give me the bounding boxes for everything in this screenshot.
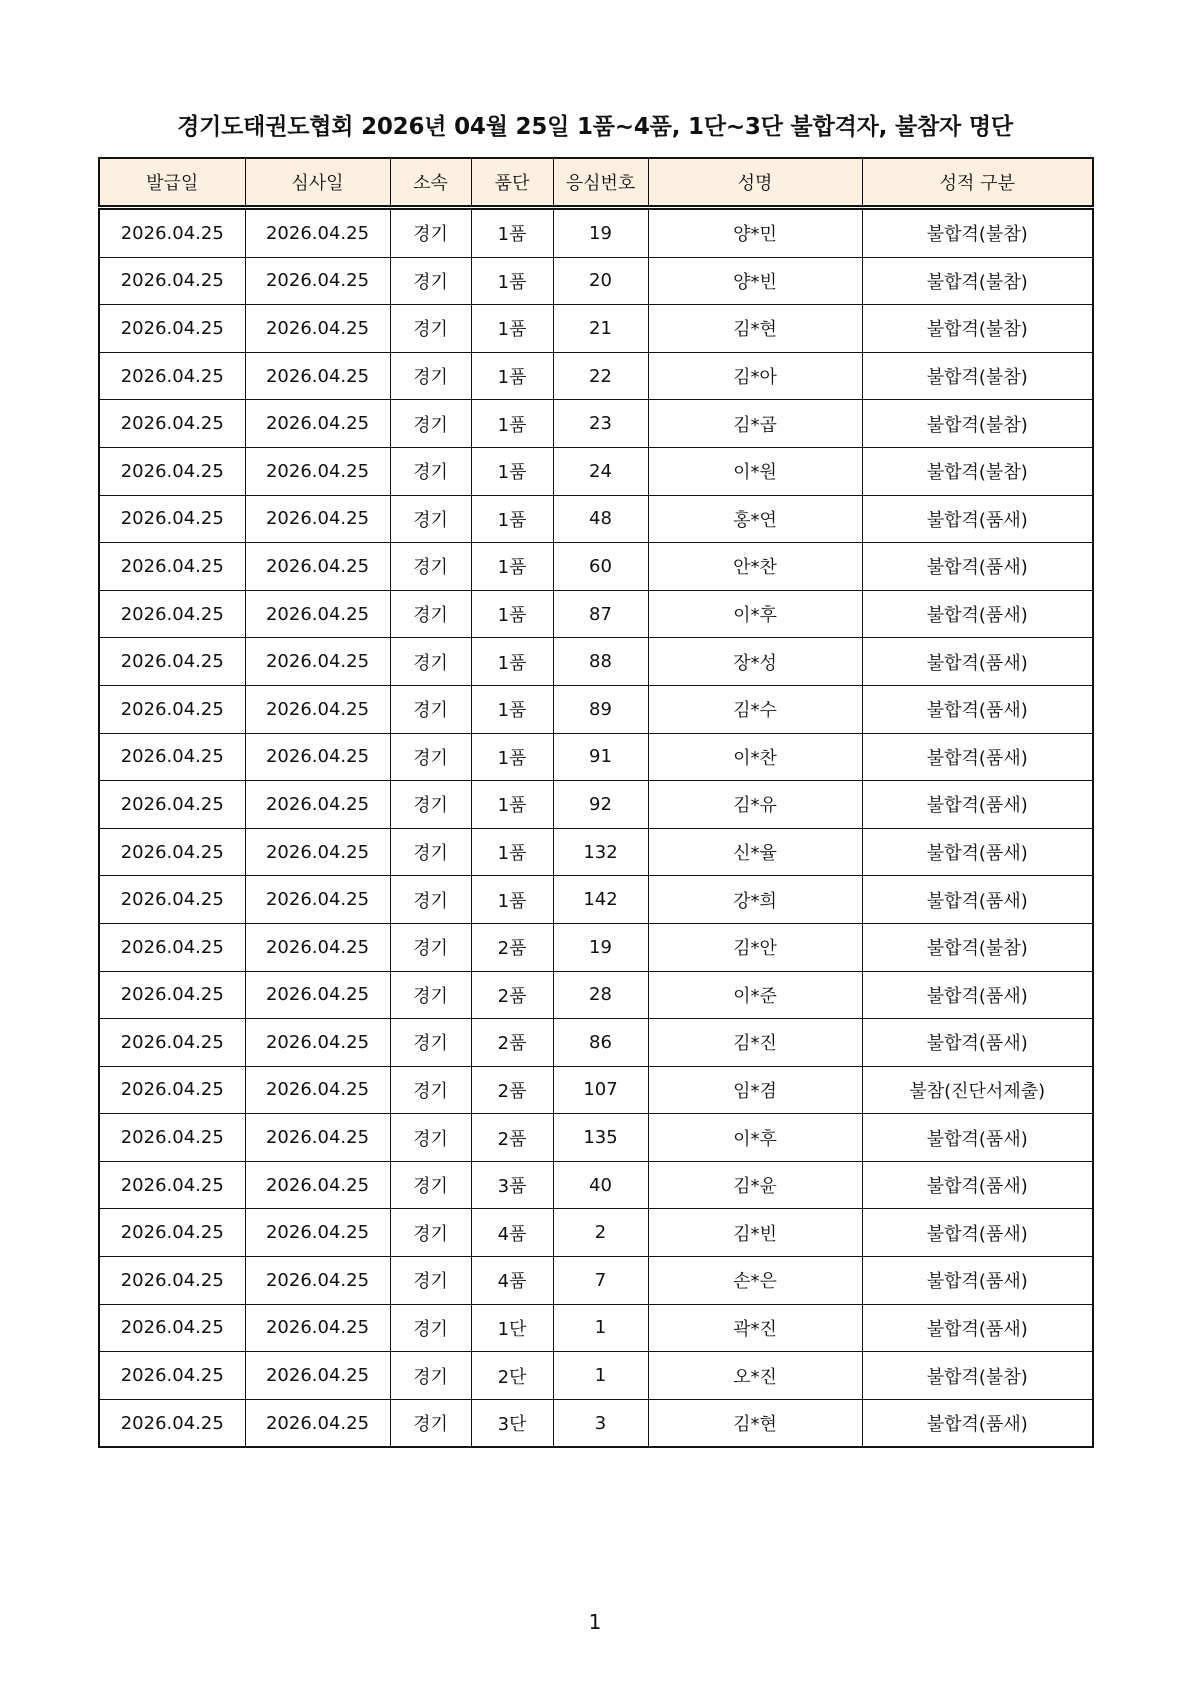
cell-name: 양*빈	[648, 257, 862, 305]
cell-rank: 2품	[471, 971, 553, 1019]
cell-affiliation: 경기	[390, 400, 471, 448]
cell-exam-number: 87	[553, 590, 648, 638]
cell-exam-number: 3	[553, 1399, 648, 1447]
cell-rank: 1품	[471, 257, 553, 305]
cell-exam-date: 2026.04.25	[245, 208, 390, 258]
cell-rank: 1품	[471, 208, 553, 258]
cell-issue-date: 2026.04.25	[99, 208, 245, 258]
cell-rank: 1품	[471, 638, 553, 686]
cell-exam-number: 48	[553, 495, 648, 543]
cell-affiliation: 경기	[390, 1019, 471, 1067]
column-header-rank: 품단	[471, 158, 553, 208]
cell-exam-number: 88	[553, 638, 648, 686]
table-row	[99, 447, 1093, 495]
cell-affiliation: 경기	[390, 1399, 471, 1447]
cell-exam-date: 2026.04.25	[245, 352, 390, 400]
cell-issue-date: 2026.04.25	[99, 1352, 245, 1400]
cell-affiliation: 경기	[390, 733, 471, 781]
cell-result: 불합격(불참)	[862, 923, 1093, 971]
cell-rank: 2단	[471, 1352, 553, 1400]
cell-issue-date: 2026.04.25	[99, 400, 245, 448]
cell-exam-date: 2026.04.25	[245, 733, 390, 781]
cell-name: 김*현	[648, 1399, 862, 1447]
column-header-issue-date: 발급일	[99, 158, 245, 208]
cell-affiliation: 경기	[390, 1209, 471, 1257]
cell-exam-number: 1	[553, 1352, 648, 1400]
cell-affiliation: 경기	[390, 257, 471, 305]
cell-result: 불합격(불참)	[862, 208, 1093, 258]
cell-name: 장*성	[648, 638, 862, 686]
cell-name: 이*후	[648, 590, 862, 638]
cell-issue-date: 2026.04.25	[99, 305, 245, 353]
cell-affiliation: 경기	[390, 1304, 471, 1352]
cell-name: 안*찬	[648, 543, 862, 591]
cell-rank: 1품	[471, 876, 553, 924]
cell-name: 홍*연	[648, 495, 862, 543]
cell-issue-date: 2026.04.25	[99, 923, 245, 971]
cell-exam-date: 2026.04.25	[245, 1352, 390, 1400]
column-header-exam-date: 심사일	[245, 158, 390, 208]
cell-exam-date: 2026.04.25	[245, 447, 390, 495]
cell-affiliation: 경기	[390, 305, 471, 353]
cell-result: 불합격(품새)	[862, 685, 1093, 733]
cell-exam-number: 24	[553, 447, 648, 495]
cell-issue-date: 2026.04.25	[99, 1114, 245, 1162]
table-row	[99, 971, 1093, 1019]
table-row	[99, 1019, 1093, 1067]
cell-rank: 2품	[471, 1019, 553, 1067]
table-row	[99, 781, 1093, 829]
cell-rank: 1품	[471, 685, 553, 733]
cell-exam-number: 2	[553, 1209, 648, 1257]
cell-result: 불합격(불참)	[862, 447, 1093, 495]
table-row	[99, 1114, 1093, 1162]
cell-issue-date: 2026.04.25	[99, 543, 245, 591]
cell-rank: 1품	[471, 400, 553, 448]
cell-name: 이*찬	[648, 733, 862, 781]
cell-result: 불합격(품새)	[862, 1019, 1093, 1067]
cell-rank: 2품	[471, 1114, 553, 1162]
cell-issue-date: 2026.04.25	[99, 1257, 245, 1305]
cell-exam-date: 2026.04.25	[245, 1399, 390, 1447]
cell-rank: 1품	[471, 352, 553, 400]
cell-exam-number: 135	[553, 1114, 648, 1162]
cell-result: 불합격(품새)	[862, 1209, 1093, 1257]
cell-issue-date: 2026.04.25	[99, 685, 245, 733]
cell-affiliation: 경기	[390, 828, 471, 876]
cell-name: 이*후	[648, 1114, 862, 1162]
cell-rank: 1품	[471, 590, 553, 638]
cell-issue-date: 2026.04.25	[99, 971, 245, 1019]
cell-exam-date: 2026.04.25	[245, 685, 390, 733]
cell-issue-date: 2026.04.25	[99, 447, 245, 495]
cell-name: 김*윤	[648, 1161, 862, 1209]
cell-exam-date: 2026.04.25	[245, 638, 390, 686]
cell-issue-date: 2026.04.25	[99, 781, 245, 829]
cell-exam-date: 2026.04.25	[245, 828, 390, 876]
cell-affiliation: 경기	[390, 1066, 471, 1114]
table-row	[99, 1161, 1093, 1209]
cell-name: 신*율	[648, 828, 862, 876]
cell-issue-date: 2026.04.25	[99, 1066, 245, 1114]
cell-name: 김*수	[648, 685, 862, 733]
table-row	[99, 495, 1093, 543]
page-number: 1	[588, 1610, 602, 1634]
table-row	[99, 638, 1093, 686]
cell-exam-date: 2026.04.25	[245, 1257, 390, 1305]
cell-result: 불참(진단서제출)	[862, 1066, 1093, 1114]
cell-exam-number: 7	[553, 1257, 648, 1305]
cell-result: 불합격(품새)	[862, 1399, 1093, 1447]
table-body	[99, 208, 1093, 1448]
cell-issue-date: 2026.04.25	[99, 1019, 245, 1067]
cell-exam-number: 22	[553, 352, 648, 400]
cell-affiliation: 경기	[390, 638, 471, 686]
cell-issue-date: 2026.04.25	[99, 876, 245, 924]
cell-rank: 1품	[471, 543, 553, 591]
cell-result: 불합격(품새)	[862, 1161, 1093, 1209]
cell-affiliation: 경기	[390, 1352, 471, 1400]
cell-name: 오*진	[648, 1352, 862, 1400]
cell-exam-number: 21	[553, 305, 648, 353]
cell-result: 불합격(불참)	[862, 1352, 1093, 1400]
cell-name: 김*곱	[648, 400, 862, 448]
cell-result: 불합격(품새)	[862, 1114, 1093, 1162]
table-row	[99, 1304, 1093, 1352]
cell-name: 강*희	[648, 876, 862, 924]
cell-affiliation: 경기	[390, 543, 471, 591]
cell-result: 불합격(품새)	[862, 1257, 1093, 1305]
cell-issue-date: 2026.04.25	[99, 1161, 245, 1209]
table-row	[99, 1399, 1093, 1447]
cell-issue-date: 2026.04.25	[99, 257, 245, 305]
cell-affiliation: 경기	[390, 971, 471, 1019]
cell-result: 불합격(품새)	[862, 495, 1093, 543]
table-row	[99, 685, 1093, 733]
cell-issue-date: 2026.04.25	[99, 638, 245, 686]
cell-name: 이*원	[648, 447, 862, 495]
cell-name: 김*현	[648, 305, 862, 353]
cell-issue-date: 2026.04.25	[99, 1209, 245, 1257]
table-row	[99, 257, 1093, 305]
cell-affiliation: 경기	[390, 352, 471, 400]
cell-result: 불합격(불참)	[862, 305, 1093, 353]
cell-name: 양*민	[648, 208, 862, 258]
cell-exam-number: 19	[553, 208, 648, 258]
table-header	[99, 158, 1093, 208]
cell-affiliation: 경기	[390, 781, 471, 829]
cell-exam-number: 40	[553, 1161, 648, 1209]
cell-issue-date: 2026.04.25	[99, 495, 245, 543]
cell-name: 김*빈	[648, 1209, 862, 1257]
table-row	[99, 590, 1093, 638]
cell-result: 불합격(품새)	[862, 1304, 1093, 1352]
cell-result: 불합격(품새)	[862, 876, 1093, 924]
cell-exam-date: 2026.04.25	[245, 781, 390, 829]
cell-affiliation: 경기	[390, 590, 471, 638]
cell-rank: 3품	[471, 1161, 553, 1209]
cell-issue-date: 2026.04.25	[99, 733, 245, 781]
cell-exam-number: 19	[553, 923, 648, 971]
cell-exam-date: 2026.04.25	[245, 400, 390, 448]
results-table-container	[98, 157, 1092, 1448]
cell-name: 김*아	[648, 352, 862, 400]
cell-affiliation: 경기	[390, 1161, 471, 1209]
table-row	[99, 828, 1093, 876]
cell-exam-number: 89	[553, 685, 648, 733]
cell-affiliation: 경기	[390, 1257, 471, 1305]
cell-exam-number: 60	[553, 543, 648, 591]
cell-affiliation: 경기	[390, 447, 471, 495]
cell-exam-date: 2026.04.25	[245, 1114, 390, 1162]
cell-rank: 1품	[471, 495, 553, 543]
column-header-result: 성적 구분	[862, 158, 1093, 208]
cell-issue-date: 2026.04.25	[99, 828, 245, 876]
results-table	[98, 157, 1094, 1448]
cell-issue-date: 2026.04.25	[99, 352, 245, 400]
table-row	[99, 876, 1093, 924]
column-header-name: 성명	[648, 158, 862, 208]
cell-exam-date: 2026.04.25	[245, 876, 390, 924]
cell-affiliation: 경기	[390, 685, 471, 733]
cell-exam-number: 1	[553, 1304, 648, 1352]
cell-issue-date: 2026.04.25	[99, 590, 245, 638]
cell-name: 김*유	[648, 781, 862, 829]
cell-affiliation: 경기	[390, 495, 471, 543]
document-title: 경기도태권도협회 2026년 04월 25일 1품~4품, 1단~3단 불합격자, 불참자 명단	[177, 114, 1013, 140]
cell-name: 곽*진	[648, 1304, 862, 1352]
cell-rank: 1단	[471, 1304, 553, 1352]
cell-result: 불합격(품새)	[862, 971, 1093, 1019]
cell-result: 불합격(품새)	[862, 781, 1093, 829]
column-header-affiliation: 소속	[390, 158, 471, 208]
cell-result: 불합격(불참)	[862, 352, 1093, 400]
cell-exam-date: 2026.04.25	[245, 305, 390, 353]
cell-rank: 2품	[471, 1066, 553, 1114]
table-row	[99, 1352, 1093, 1400]
cell-exam-date: 2026.04.25	[245, 923, 390, 971]
table-row	[99, 733, 1093, 781]
cell-rank: 1품	[471, 828, 553, 876]
cell-exam-date: 2026.04.25	[245, 971, 390, 1019]
cell-exam-number: 86	[553, 1019, 648, 1067]
cell-exam-number: 28	[553, 971, 648, 1019]
cell-name: 손*은	[648, 1257, 862, 1305]
cell-result: 불합격(품새)	[862, 828, 1093, 876]
table-row	[99, 352, 1093, 400]
cell-affiliation: 경기	[390, 923, 471, 971]
cell-exam-number: 20	[553, 257, 648, 305]
header-row	[99, 158, 1093, 208]
table-row	[99, 543, 1093, 591]
cell-issue-date: 2026.04.25	[99, 1304, 245, 1352]
cell-rank: 4품	[471, 1257, 553, 1305]
cell-rank: 1품	[471, 447, 553, 495]
table-row	[99, 208, 1093, 258]
cell-affiliation: 경기	[390, 876, 471, 924]
cell-affiliation: 경기	[390, 1114, 471, 1162]
cell-exam-number: 91	[553, 733, 648, 781]
cell-rank: 1품	[471, 781, 553, 829]
cell-result: 불합격(품새)	[862, 543, 1093, 591]
cell-exam-number: 132	[553, 828, 648, 876]
table-row	[99, 400, 1093, 448]
cell-result: 불합격(품새)	[862, 590, 1093, 638]
table-row	[99, 305, 1093, 353]
cell-result: 불합격(품새)	[862, 638, 1093, 686]
cell-exam-date: 2026.04.25	[245, 1019, 390, 1067]
cell-exam-date: 2026.04.25	[245, 257, 390, 305]
cell-name: 김*진	[648, 1019, 862, 1067]
cell-name: 이*준	[648, 971, 862, 1019]
table-row	[99, 1209, 1093, 1257]
cell-exam-date: 2026.04.25	[245, 543, 390, 591]
cell-exam-number: 23	[553, 400, 648, 448]
cell-exam-date: 2026.04.25	[245, 1209, 390, 1257]
cell-exam-number: 107	[553, 1066, 648, 1114]
cell-exam-date: 2026.04.25	[245, 590, 390, 638]
cell-name: 김*안	[648, 923, 862, 971]
cell-rank: 1품	[471, 733, 553, 781]
cell-rank: 2품	[471, 923, 553, 971]
table-row	[99, 1066, 1093, 1114]
table-row	[99, 1257, 1093, 1305]
cell-issue-date: 2026.04.25	[99, 1399, 245, 1447]
cell-result: 불합격(불참)	[862, 400, 1093, 448]
cell-exam-date: 2026.04.25	[245, 1066, 390, 1114]
cell-affiliation: 경기	[390, 208, 471, 258]
cell-exam-number: 92	[553, 781, 648, 829]
cell-exam-date: 2026.04.25	[245, 495, 390, 543]
cell-exam-number: 142	[553, 876, 648, 924]
cell-exam-date: 2026.04.25	[245, 1161, 390, 1209]
cell-result: 불합격(품새)	[862, 733, 1093, 781]
cell-rank: 3단	[471, 1399, 553, 1447]
cell-exam-date: 2026.04.25	[245, 1304, 390, 1352]
column-header-exam-number: 응심번호	[553, 158, 648, 208]
cell-result: 불합격(불참)	[862, 257, 1093, 305]
cell-rank: 1품	[471, 305, 553, 353]
table-row	[99, 923, 1093, 971]
cell-rank: 4품	[471, 1209, 553, 1257]
cell-name: 임*겸	[648, 1066, 862, 1114]
